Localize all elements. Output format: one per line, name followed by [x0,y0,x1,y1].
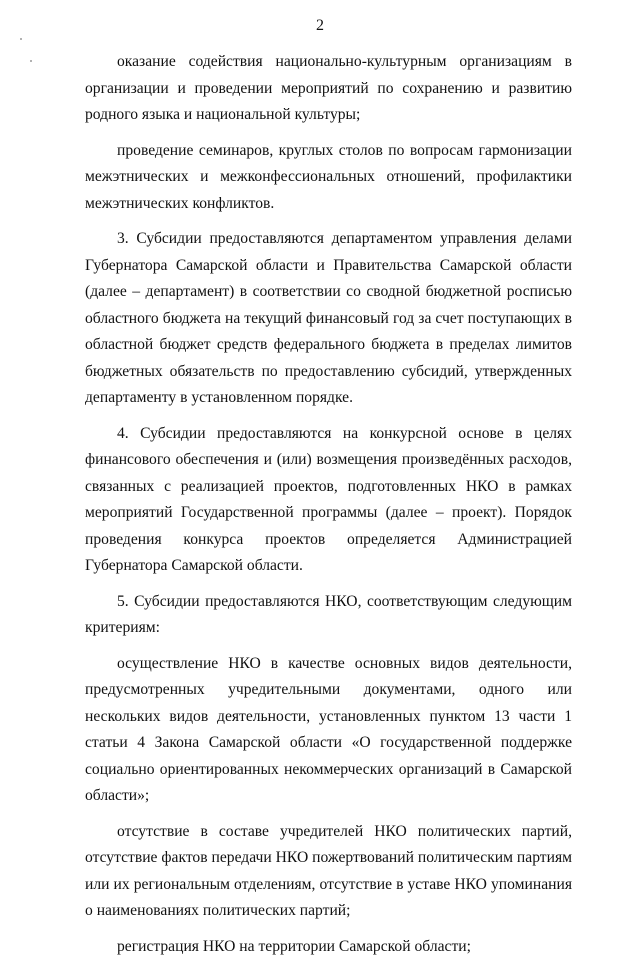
paragraph-criterion-parties: отсутствие в составе учредителей НКО политических партий, отсутствие фактов передачи НКО пожертвований политическим партиям или их региональным отделениям, отсутствие в уставе НКО упоминания о наименованиях политических партий; [85,819,572,925]
paragraph-seminars: проведение семинаров, круглых столов по вопросам гармонизации межэтнических и межконфессиональных отношений, профилактики межэтнических конфликтов. [85,138,572,218]
document-body [85,49,572,960]
page-number: 2 [0,16,640,36]
scan-speck [20,38,22,40]
paragraph-item-5: 5. Субсидии предоставляются НКО, соответствующим следующим критериям: [85,589,572,642]
paragraph-item-4: 4. Субсидии предоставляются на конкурсной основе в целях финансового обеспечения и (или) возмещения произведённых расходов, связанных с реализацией проектов, подготовленных НКО в рамках мероприятий Государственной программы (далее – проект). Порядок проведения конкурса проектов определяется Администрацией Губернатора Самарской области. [85,421,572,580]
paragraph-item-3: 3. Субсидии предоставляются департаментом управления делами Губернатора Самарской области и Правительства Самарской области (далее – департамент) в соответствии со сводной бюджетной росписью областного бюджета на текущий финансовый год за счет поступающих в областной бюджет средств федерального бюджета в пределах лимитов бюджетных обязательств по предоставлению субсидий, утвержденных департаменту в установленном порядке. [85,226,572,412]
scan-speck [30,60,32,62]
paragraph-cultural-support: оказание содействия национально-культурным организациям в организации и проведении мероприятий по сохранению и развитию родного языка и национальной культуры; [85,49,572,129]
paragraph-criterion-activities: осуществление НКО в качестве основных видов деятельности, предусмотренных учредительными документами, одного или нескольких видов деятельности, установленных пунктом 13 части 1 статьи 4 Закона Самарской области «О государственной поддержке социально ориентированных некоммерческих организаций в Самарской области»; [85,651,572,810]
paragraph-criterion-registration: регистрация НКО на территории Самарской области; [85,934,572,960]
